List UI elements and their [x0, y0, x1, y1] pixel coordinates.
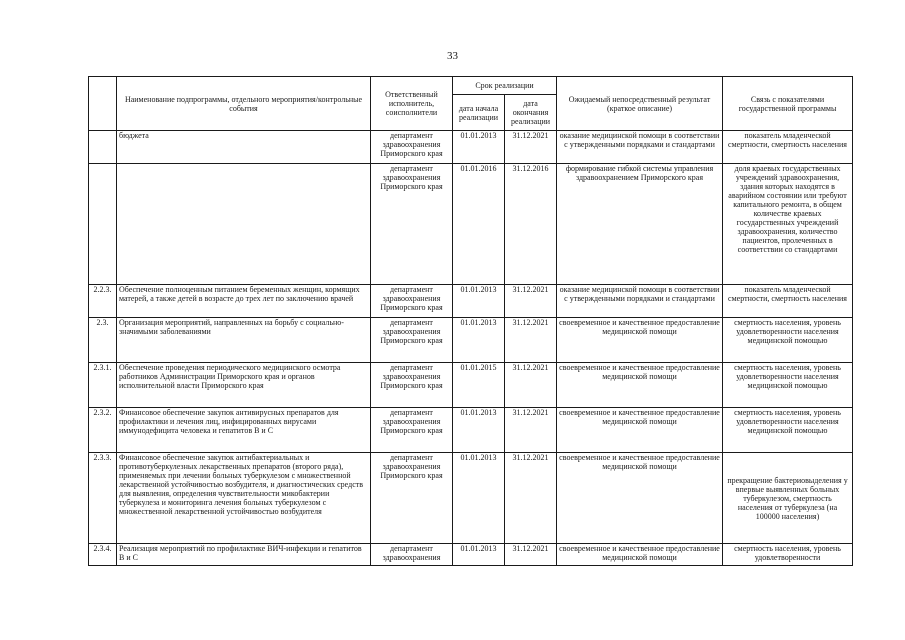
- row-start-date: 01.01.2013: [453, 318, 505, 363]
- row-start-date: 01.01.2013: [453, 285, 505, 318]
- header-responsible: Ответственный исполнитель, соисполнители: [371, 77, 453, 131]
- header-result: Ожидаемый непосредственный результат (краткое описание): [557, 77, 723, 131]
- row-link: показатель младенческой смертности, смертность населения: [723, 131, 853, 164]
- row-number: [89, 131, 117, 164]
- row-name: Организация мероприятий, направленных на борьбу с социально-значимыми заболеваниями: [117, 318, 371, 363]
- row-start-date: 01.01.2013: [453, 453, 505, 544]
- row-responsible: департамент здравоохранения Приморского края: [371, 164, 453, 285]
- table-row: [89, 131, 853, 164]
- row-start-date: 01.01.2016: [453, 164, 505, 285]
- table-row: [89, 544, 853, 566]
- row-number: 2.3.2.: [89, 408, 117, 453]
- row-number: 2.3.: [89, 318, 117, 363]
- row-link: показатель младенческой смертности, смертность населения: [723, 285, 853, 318]
- header-end: дата окончания реализации: [505, 95, 557, 131]
- row-name: Реализация мероприятий по профилактике ВИЧ-инфекции и гепатитов В и С: [117, 544, 371, 566]
- row-link: смертность населения, уровень удовлетворенности населения медицинской помощью: [723, 363, 853, 408]
- row-result: своевременное и качественное предоставление медицинской помощи: [557, 363, 723, 408]
- row-result: своевременное и качественное предоставление медицинской помощи: [557, 544, 723, 566]
- row-number: 2.3.3.: [89, 453, 117, 544]
- row-result: формирование гибкой системы управления здравоохранением Приморского края: [557, 164, 723, 285]
- table-row: [89, 318, 853, 363]
- row-link: прекращение бактериовыделения у впервые выявленных больных туберкулезом, смертность населения от туберкулеза (на 100000 населения): [723, 453, 853, 544]
- row-number: [89, 164, 117, 285]
- table-row: [89, 363, 853, 408]
- row-result: своевременное и качественное предоставление медицинской помощи: [557, 453, 723, 544]
- row-name: [117, 164, 371, 285]
- row-name: Финансовое обеспечение закупок антибактериальных и противотуберкулезных лекарственных препаратов (второго ряда), применяемых при лечении больных туберкулезом с множественной лекарственной устойчивостью возбудителя, и диагностических средств для выявления, определения чувствительности микобактерии туберкулеза и мониторинга лечения больных туберкулезом с множественной лекарственной устойчивостью возбудителя: [117, 453, 371, 544]
- row-start-date: 01.01.2013: [453, 544, 505, 566]
- row-name: Обеспечение полноценным питанием беременных женщин, кормящих матерей, а также детей в возрасте до трех лет по заключению врачей: [117, 285, 371, 318]
- row-responsible: департамент здравоохранения Приморского края: [371, 285, 453, 318]
- header-number: [89, 77, 117, 131]
- row-link: смертность населения, уровень удовлетворенности населения медицинской помощью: [723, 408, 853, 453]
- row-end-date: 31.12.2021: [505, 453, 557, 544]
- row-end-date: 31.12.2021: [505, 318, 557, 363]
- row-start-date: 01.01.2015: [453, 363, 505, 408]
- row-responsible: департамент здравоохранения Приморского края: [371, 363, 453, 408]
- row-responsible: департамент здравоохранения: [371, 544, 453, 566]
- header-period: Срок реализации: [453, 77, 557, 95]
- row-name: бюджета: [117, 131, 371, 164]
- row-end-date: 31.12.2021: [505, 363, 557, 408]
- table-row: [89, 453, 853, 544]
- page-number: 33: [447, 50, 458, 62]
- row-link: смертность населения, уровень удовлетворенности населения медицинской помощью: [723, 318, 853, 363]
- row-end-date: 31.12.2021: [505, 131, 557, 164]
- row-responsible: департамент здравоохранения Приморского края: [371, 318, 453, 363]
- row-end-date: 31.12.2021: [505, 285, 557, 318]
- row-name: Обеспечение проведения периодического медицинского осмотра работников Администрации Приморского края и органов исполнительной власти Приморского края: [117, 363, 371, 408]
- row-responsible: департамент здравоохранения Приморского края: [371, 408, 453, 453]
- header-link: Связь с показателями государственной программы: [723, 77, 853, 131]
- header-name: Наименование подпрограммы, отдельного мероприятия/контрольные события: [117, 77, 371, 131]
- table-row: [89, 408, 853, 453]
- table-row: [89, 285, 853, 318]
- row-result: оказание медицинской помощи в соответствии с утвержденными порядками и стандартами: [557, 131, 723, 164]
- row-link: смертность населения, уровень удовлетворенности: [723, 544, 853, 566]
- row-end-date: 31.12.2021: [505, 544, 557, 566]
- row-responsible: департамент здравоохранения Приморского края: [371, 131, 453, 164]
- row-start-date: 01.01.2013: [453, 408, 505, 453]
- program-table: [88, 76, 853, 566]
- header-start: дата начала реализации: [453, 95, 505, 131]
- row-result: своевременное и качественное предоставление медицинской помощи: [557, 408, 723, 453]
- row-result: оказание медицинской помощи в соответствии с утвержденными порядками и стандартами: [557, 285, 723, 318]
- row-name: Финансовое обеспечение закупок антивирусных препаратов для профилактики и лечения лиц, инфицированных вирусами иммунодефицита человека и гепатитов В и С: [117, 408, 371, 453]
- row-start-date: 01.01.2013: [453, 131, 505, 164]
- row-number: 2.2.3.: [89, 285, 117, 318]
- row-responsible: департамент здравоохранения Приморского края: [371, 453, 453, 544]
- row-number: 2.3.1.: [89, 363, 117, 408]
- table-row: [89, 164, 853, 285]
- row-end-date: 31.12.2021: [505, 408, 557, 453]
- row-end-date: 31.12.2016: [505, 164, 557, 285]
- row-link: доля краевых государственных учреждений здравоохранения, здания которых находятся в аварийном состоянии или требуют капитального ремонта, в общем количестве краевых государственных учреждений здравоохранения, количество пациентов, пролеченных в соответствии со стандартами: [723, 164, 853, 285]
- row-result: своевременное и качественное предоставление медицинской помощи: [557, 318, 723, 363]
- row-number: 2.3.4.: [89, 544, 117, 566]
